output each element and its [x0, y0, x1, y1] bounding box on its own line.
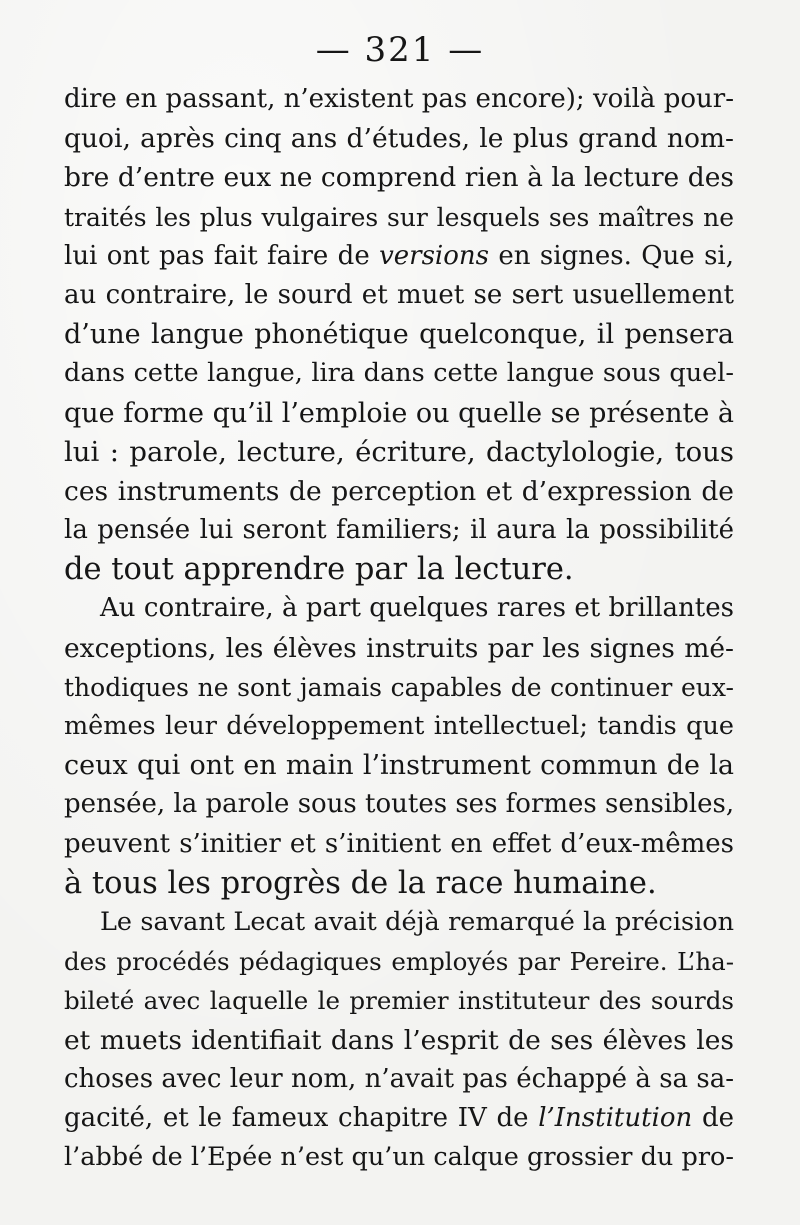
text-line	[64, 237, 734, 276]
text-line: au contraire, le sourd et muet se sert usuellement	[64, 279, 734, 310]
text-line: d’une langue phonétique quelconque, il pensera	[64, 319, 734, 351]
text-line: ces instruments de perception et d’expression de	[64, 475, 734, 507]
text-line: exceptions, les élèves instruits par les signes mé-	[64, 632, 734, 664]
text-line: bre d’entre eux ne comprend rien à la lecture des	[64, 162, 734, 194]
paragraph-start-line: Au contraire, à part quelques rares et brillantes	[100, 593, 734, 624]
text-line: des procédés pédagiques employés par Pereire. L’ha-	[64, 947, 734, 977]
italic-title: l’Institution	[538, 1102, 693, 1133]
italic-word: versions	[379, 240, 489, 271]
text-line: bileté avec laquelle le premier instituteur des sourds	[64, 986, 734, 1016]
text-line: l’abbé de l’Epée n’est qu’un calque grossier du pro-	[64, 1142, 734, 1173]
paragraph-end-line: à tous les progrès de la race humaine.	[64, 865, 657, 901]
text-line	[64, 1099, 734, 1138]
body-text	[64, 80, 734, 1177]
paragraph-start-line: Le savant Lecat avait déjà remarqué la précision	[100, 906, 734, 937]
text-line: et muets identifiait dans l’esprit de ses élèves les	[64, 1024, 734, 1056]
text-line: pensée, la parole sous toutes ses formes sensibles,	[64, 789, 735, 820]
text-segment: en signes. Que si,	[488, 240, 734, 271]
paragraph-end-line: de tout apprendre par la lecture.	[64, 552, 574, 588]
page-number: — 321 —	[315, 30, 485, 70]
text-line: thodiques ne sont jamais capables de continuer eux-	[64, 672, 734, 702]
text-line: que forme qu’il l’emploie ou quelle se présente à	[64, 397, 734, 429]
text-line: traités les plus vulgaires sur lesquels ses maîtres ne	[64, 202, 734, 232]
text-line: quoi, après cinq ans d’études, le plus grand nom-	[64, 123, 734, 155]
text-line: la pensée lui seront familiers; il aura la possibilité	[64, 515, 734, 546]
text-line: dire en passant, n’existent pas encore); voilà pour-	[64, 84, 734, 114]
text-line: peuvent s’initier et s’initient en effet d’eux-mêmes	[64, 828, 734, 859]
text-line: dans cette langue, lira dans cette langue sous quel-	[64, 358, 734, 389]
text-line: choses avec leur nom, n’avait pas échappé à sa sa-	[64, 1063, 734, 1094]
text-line: lui : parole, lecture, écriture, dactylologie, tous	[64, 435, 734, 468]
text-segment: lui ont pas fait faire de	[64, 240, 380, 271]
text-segment: gacité, et le fameux chapitre IV de	[64, 1102, 539, 1133]
text-line: mêmes leur développement intellectuel; tandis que	[64, 711, 734, 741]
text-line: ceux qui ont en main l’instrument commun de la	[64, 750, 734, 782]
text-segment: de	[692, 1102, 734, 1133]
